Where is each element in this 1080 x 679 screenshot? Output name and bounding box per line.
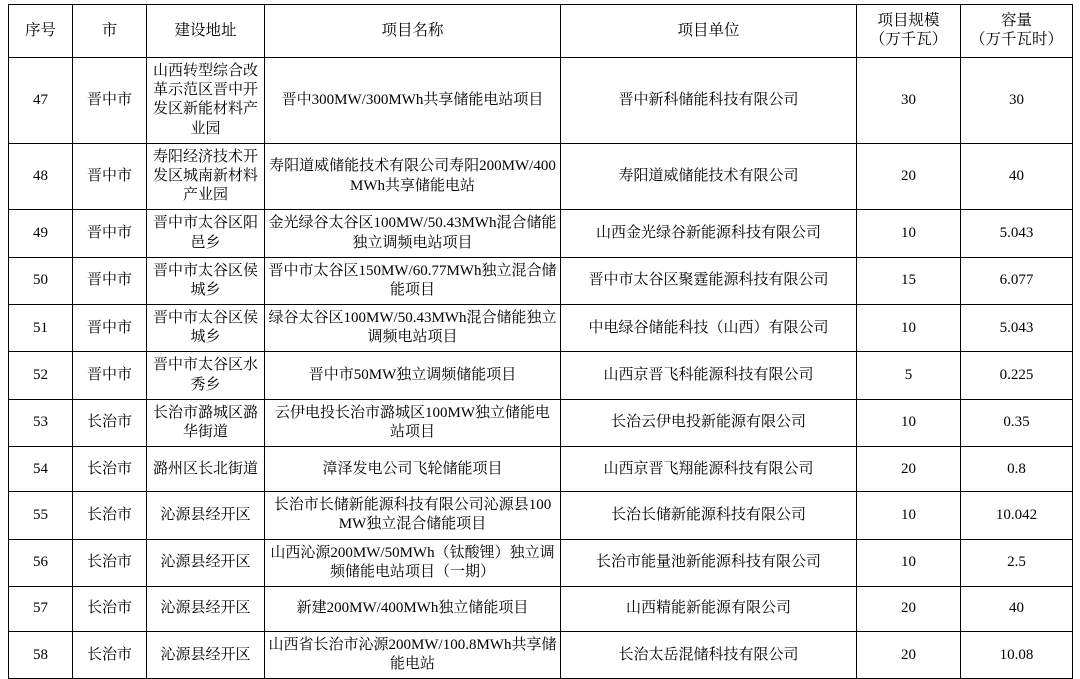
cell-city: 晋中市 [73, 352, 147, 399]
table-row [9, 539, 1073, 586]
cell-project: 晋中300MW/300MWh共享储能电站项目 [265, 58, 561, 144]
cell-address: 沁源县经开区 [147, 539, 265, 586]
cell-address: 长治市潞城区潞华街道 [147, 399, 265, 446]
cell-city: 长治市 [73, 447, 147, 492]
cell-scale: 15 [857, 257, 961, 304]
cell-scale: 20 [857, 586, 961, 631]
cell-scale: 10 [857, 399, 961, 446]
column-header-unit [561, 5, 857, 58]
cell-unit: 山西京晋飞科能源科技有限公司 [561, 352, 857, 399]
cell-scale: 10 [857, 539, 961, 586]
cell-scale: 10 [857, 492, 961, 539]
cell-city: 晋中市 [73, 210, 147, 257]
cell-capacity: 5.043 [961, 210, 1073, 257]
cell-city: 长治市 [73, 586, 147, 631]
cell-index: 51 [9, 305, 73, 352]
cell-unit: 晋中市太谷区聚霆能源科技有限公司 [561, 257, 857, 304]
cell-index: 48 [9, 143, 73, 210]
column-header-capacity-line2: （万千瓦时） [969, 31, 1063, 48]
column-header-address-line1: 建设地址 [174, 21, 237, 39]
cell-capacity: 2.5 [961, 539, 1073, 586]
cell-project: 山西省长治市沁源200MW/100.8MWh共享储能电站 [265, 631, 561, 678]
cell-address: 晋中市太谷区侯城乡 [147, 257, 265, 304]
column-header-project-line1: 项目名称 [381, 21, 444, 39]
cell-capacity: 0.225 [961, 352, 1073, 399]
cell-scale: 30 [857, 58, 961, 144]
cell-address: 沁源县经开区 [147, 586, 265, 631]
column-header-city-line1: 市 [101, 21, 118, 39]
table-row [9, 305, 1073, 352]
table-row [9, 143, 1073, 210]
table-row [9, 492, 1073, 539]
cell-address: 寿阳经济技术开发区城南新材料产业园 [147, 143, 265, 210]
cell-index: 50 [9, 257, 73, 304]
cell-unit: 长治太岳混储科技有限公司 [561, 631, 857, 678]
cell-capacity: 0.35 [961, 399, 1073, 446]
table-row [9, 352, 1073, 399]
cell-capacity: 40 [961, 143, 1073, 210]
column-header-index [9, 5, 73, 58]
cell-city: 晋中市 [73, 143, 147, 210]
cell-project: 漳泽发电公司飞轮储能项目 [265, 447, 561, 492]
cell-address: 潞州区长北街道 [147, 447, 265, 492]
cell-city: 长治市 [73, 492, 147, 539]
cell-index: 54 [9, 447, 73, 492]
table-row [9, 210, 1073, 257]
cell-project: 绿谷太谷区100MW/50.43MWh混合储能独立调频电站项目 [265, 305, 561, 352]
cell-project: 寿阳道威储能技术有限公司寿阳200MW/400MWh共享储能电站 [265, 143, 561, 210]
cell-project: 云伊电投长治市潞城区100MW独立储能电站项目 [265, 399, 561, 446]
cell-unit: 山西京晋飞翔能源科技有限公司 [561, 447, 857, 492]
cell-address: 山西转型综合改革示范区晋中开发区新能材料产业园 [147, 58, 265, 144]
cell-address: 晋中市太谷区阳邑乡 [147, 210, 265, 257]
cell-city: 晋中市 [73, 257, 147, 304]
cell-capacity: 10.08 [961, 631, 1073, 678]
cell-capacity: 30 [961, 58, 1073, 144]
table-header-row [9, 5, 1073, 58]
cell-scale: 5 [857, 352, 961, 399]
cell-scale: 10 [857, 305, 961, 352]
column-header-unit-line1: 项目单位 [677, 21, 740, 39]
cell-project: 新建200MW/400MWh独立储能项目 [265, 586, 561, 631]
cell-index: 49 [9, 210, 73, 257]
column-header-scale-line2: （万千瓦） [869, 31, 948, 48]
cell-index: 57 [9, 586, 73, 631]
cell-index: 58 [9, 631, 73, 678]
cell-unit: 长治云伊电投新能源有限公司 [561, 399, 857, 446]
column-header-project [265, 5, 561, 58]
cell-city: 长治市 [73, 631, 147, 678]
cell-unit: 寿阳道威储能技术有限公司 [561, 143, 857, 210]
table-row [9, 399, 1073, 446]
cell-scale: 10 [857, 210, 961, 257]
cell-project: 晋中市50MW独立调频储能项目 [265, 352, 561, 399]
column-header-scale-line1: 项目规模 [877, 12, 940, 30]
cell-index: 53 [9, 399, 73, 446]
cell-unit: 长治长储新能源科技有限公司 [561, 492, 857, 539]
cell-unit: 长治市能量池新能源科技有限公司 [561, 539, 857, 586]
cell-scale: 20 [857, 143, 961, 210]
column-header-index-line1: 序号 [24, 21, 56, 39]
cell-capacity: 6.077 [961, 257, 1073, 304]
column-header-address [147, 5, 265, 58]
cell-city: 长治市 [73, 399, 147, 446]
cell-unit: 中电绿谷储能科技（山西）有限公司 [561, 305, 857, 352]
column-header-city [73, 5, 147, 58]
cell-address: 晋中市太谷区侯城乡 [147, 305, 265, 352]
table-row [9, 586, 1073, 631]
cell-address: 沁源县经开区 [147, 631, 265, 678]
cell-city: 晋中市 [73, 305, 147, 352]
cell-scale: 20 [857, 447, 961, 492]
project-list-table [8, 4, 1073, 679]
cell-capacity: 0.8 [961, 447, 1073, 492]
cell-project: 金光绿谷太谷区100MW/50.43MWh混合储能独立调频电站项目 [265, 210, 561, 257]
column-header-scale [857, 5, 961, 58]
cell-index: 52 [9, 352, 73, 399]
table-row [9, 631, 1073, 678]
cell-index: 56 [9, 539, 73, 586]
cell-scale: 20 [857, 631, 961, 678]
table-row [9, 257, 1073, 304]
cell-capacity: 10.042 [961, 492, 1073, 539]
cell-project: 晋中市太谷区150MW/60.77MWh独立混合储能项目 [265, 257, 561, 304]
cell-unit: 晋中新科储能科技有限公司 [561, 58, 857, 144]
cell-project: 山西沁源200MW/50MWh（钛酸锂）独立调频储能电站项目（一期） [265, 539, 561, 586]
cell-index: 47 [9, 58, 73, 144]
cell-index: 55 [9, 492, 73, 539]
document-page [0, 4, 1080, 673]
table-row [9, 447, 1073, 492]
cell-address: 晋中市太谷区水秀乡 [147, 352, 265, 399]
table-row [9, 58, 1073, 144]
column-header-capacity [961, 5, 1073, 58]
cell-city: 晋中市 [73, 58, 147, 144]
cell-capacity: 5.043 [961, 305, 1073, 352]
cell-unit: 山西金光绿谷新能源科技有限公司 [561, 210, 857, 257]
cell-capacity: 40 [961, 586, 1073, 631]
cell-project: 长治市长储新能源科技有限公司沁源县100MW独立混合储能项目 [265, 492, 561, 539]
cell-address: 沁源县经开区 [147, 492, 265, 539]
cell-city: 长治市 [73, 539, 147, 586]
cell-unit: 山西精能新能源有限公司 [561, 586, 857, 631]
column-header-capacity-line1: 容量 [1000, 12, 1032, 30]
